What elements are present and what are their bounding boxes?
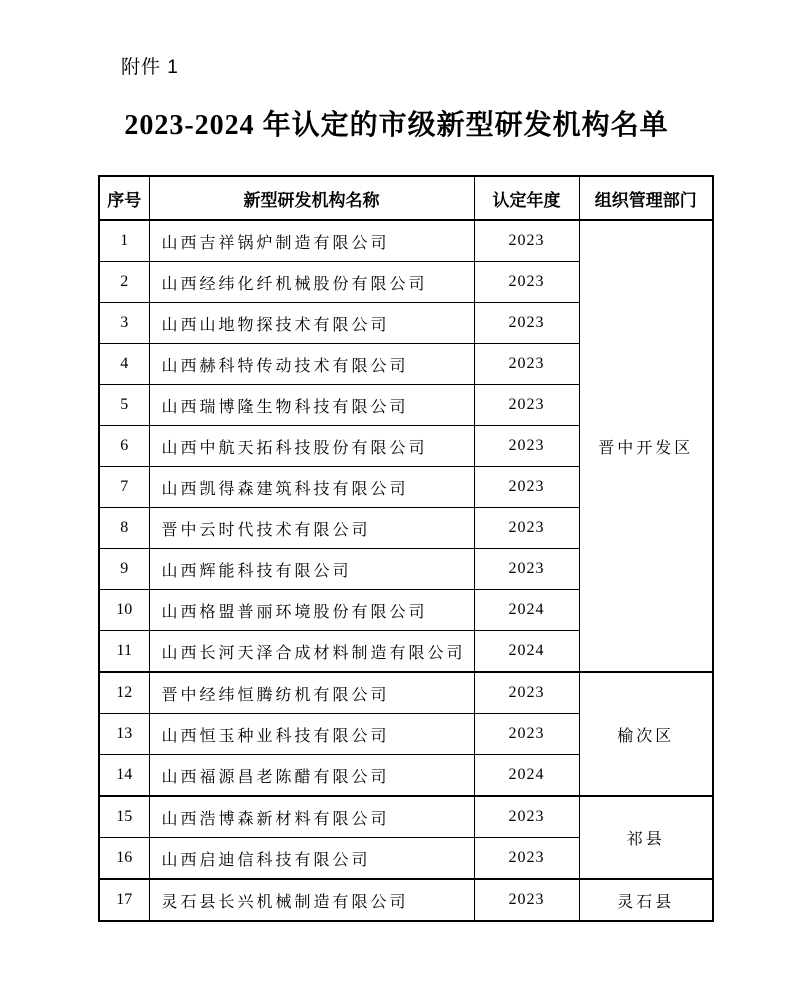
col-header-recognition-year: 认定年度	[474, 176, 579, 220]
col-header-serial: 序号	[99, 176, 149, 220]
institution-name: 灵石县长兴机械制造有限公司	[149, 879, 474, 921]
table-row	[99, 220, 713, 262]
institution-name: 山西格盟普丽环境股份有限公司	[149, 590, 474, 631]
recognition-year: 2023	[474, 344, 579, 385]
institutions-table	[98, 175, 714, 922]
table-row	[99, 796, 713, 838]
institution-name: 山西长河天泽合成材料制造有限公司	[149, 631, 474, 673]
recognition-year: 2023	[474, 714, 579, 755]
recognition-year: 2024	[474, 631, 579, 673]
institution-name: 晋中经纬恒腾纺机有限公司	[149, 672, 474, 714]
managing-department: 灵石县	[579, 879, 713, 921]
recognition-year: 2024	[474, 755, 579, 797]
managing-department: 榆次区	[579, 672, 713, 796]
serial-number: 1	[99, 220, 149, 262]
serial-number: 16	[99, 838, 149, 880]
recognition-year: 2023	[474, 303, 579, 344]
recognition-year: 2023	[474, 672, 579, 714]
institution-name: 山西辉能科技有限公司	[149, 549, 474, 590]
recognition-year: 2023	[474, 508, 579, 549]
serial-number: 6	[99, 426, 149, 467]
institution-name: 山西启迪信科技有限公司	[149, 838, 474, 880]
table-header-row	[99, 176, 713, 220]
institution-name: 山西中航天拓科技股份有限公司	[149, 426, 474, 467]
managing-department: 祁县	[579, 796, 713, 879]
serial-number: 3	[99, 303, 149, 344]
institution-name: 山西瑞博隆生物科技有限公司	[149, 385, 474, 426]
institution-name: 山西浩博森新材料有限公司	[149, 796, 474, 838]
serial-number: 12	[99, 672, 149, 714]
serial-number: 2	[99, 262, 149, 303]
recognition-year: 2023	[474, 838, 579, 880]
serial-number: 7	[99, 467, 149, 508]
document-title: 2023-2024 年认定的市级新型研发机构名单	[124, 110, 669, 141]
recognition-year: 2023	[474, 467, 579, 508]
managing-department: 晋中开发区	[579, 220, 713, 672]
serial-number: 9	[99, 549, 149, 590]
institution-name: 山西恒玉种业科技有限公司	[149, 714, 474, 755]
recognition-year: 2023	[474, 879, 579, 921]
col-header-managing-department: 组织管理部门	[579, 176, 713, 220]
serial-number: 8	[99, 508, 149, 549]
serial-number: 17	[99, 879, 149, 921]
col-header-institution-name: 新型研发机构名称	[149, 176, 474, 220]
recognition-year: 2023	[474, 385, 579, 426]
institution-name: 山西吉祥锅炉制造有限公司	[149, 220, 474, 262]
recognition-year: 2023	[474, 426, 579, 467]
recognition-year: 2023	[474, 220, 579, 262]
serial-number: 4	[99, 344, 149, 385]
institution-name: 山西山地物探技术有限公司	[149, 303, 474, 344]
institution-name: 晋中云时代技术有限公司	[149, 508, 474, 549]
recognition-year: 2023	[474, 796, 579, 838]
table-row	[99, 672, 713, 714]
serial-number: 15	[99, 796, 149, 838]
serial-number: 11	[99, 631, 149, 673]
table-row	[99, 879, 713, 921]
institution-name: 山西赫科特传动技术有限公司	[149, 344, 474, 385]
recognition-year: 2023	[474, 262, 579, 303]
institution-name: 山西凯得森建筑科技有限公司	[149, 467, 474, 508]
institution-name: 山西经纬化纤机械股份有限公司	[149, 262, 474, 303]
serial-number: 13	[99, 714, 149, 755]
attachment-label: 附件 1	[121, 57, 179, 78]
serial-number: 10	[99, 590, 149, 631]
serial-number: 5	[99, 385, 149, 426]
serial-number: 14	[99, 755, 149, 797]
recognition-year: 2024	[474, 590, 579, 631]
institution-name: 山西福源昌老陈醋有限公司	[149, 755, 474, 797]
recognition-year: 2023	[474, 549, 579, 590]
